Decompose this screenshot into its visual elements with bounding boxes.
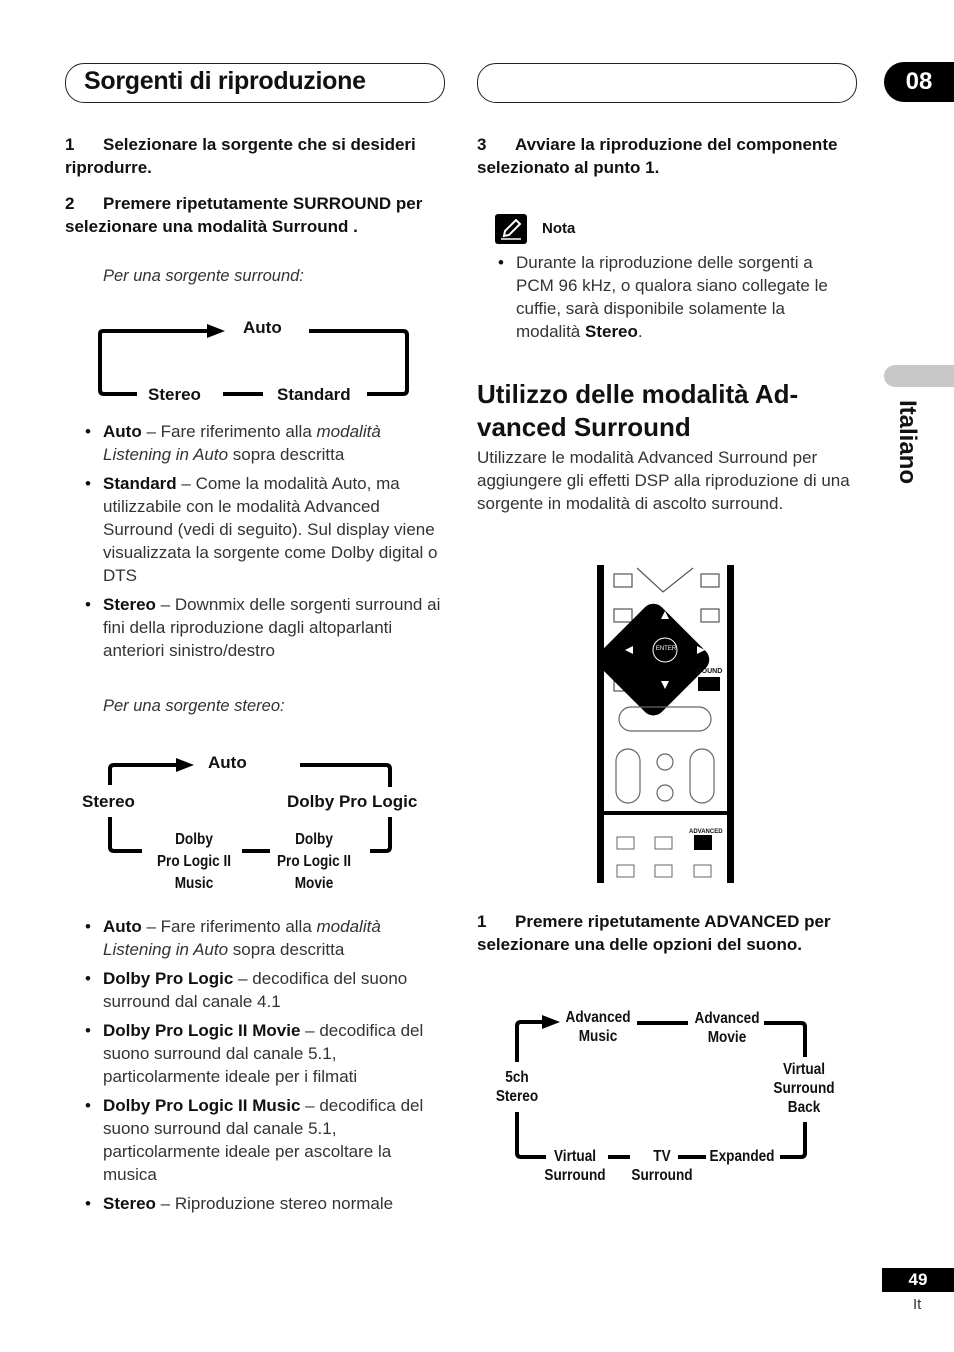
step-3 [477,133,857,179]
list-item [85,915,445,961]
diagram-label-standard: Standard [277,385,351,404]
step-text: Selezionare la sorgente che si desideri riprodurre. [65,135,416,177]
diagram-label-5ch-stereo: 5ch Stereo [495,1069,539,1105]
note-label: Nota [542,220,576,237]
remote-control-illustration [597,565,737,885]
step-2 [65,192,445,238]
section-title-box [65,63,445,103]
item-italic: modalità Listening in Auto [103,917,381,959]
section-heading: Utilizzo delle modalità Ad- vanced Surround [477,379,799,442]
item-text: – Fare riferimento alla [141,917,317,936]
diagram-label-dolby-pro-logic: Dolby Pro Logic [287,792,418,811]
note-tail: . [637,322,643,341]
item-text: – Fare riferimento alla [141,422,317,441]
stereo-mode-list [85,915,445,1221]
item-term: Dolby Pro Logic [103,969,234,988]
step-text: Avviare la riproduzione del componente selezionato al punto 1. [477,135,838,177]
note-bold: Stereo [584,322,638,341]
page-number: 49 [882,1268,954,1292]
item-tail: sopra descritta [228,445,345,464]
item-text: – Downmix delle sorgenti surround ai fini della riproduzione dagli altoparlanti anteriori sinistro/destro [103,595,441,660]
step-text: Premere ripetutamente ADVANCED per selezionare una delle opzioni del suono. [477,912,831,954]
language-tab-label: Italiano [894,400,921,485]
item-term: Dolby Pro Logic II Movie [103,1021,301,1040]
item-term: Dolby Pro Logic II Music [103,1096,301,1115]
remote-sound-label: SOUND [697,668,723,675]
remote-enter-label: ENTER [655,646,677,652]
item-text: – decodifica del suono surround dal canale 4.1 [103,969,408,1011]
page-language: It [913,1296,922,1313]
item-italic: modalità Listening in Auto [103,422,381,464]
language-tab-marker [884,365,954,387]
note-pencil-icon [495,214,527,244]
diagram-label-stereo: Stereo [148,385,201,404]
item-term: Auto [103,422,142,441]
section-title: Sorgenti di riproduzione [84,67,366,95]
list-item [85,967,445,1013]
item-term: Stereo [103,595,156,614]
step-number: 1 [477,912,487,931]
surround-caption: Per una sorgente surround: [103,267,304,285]
diagram-label-expanded: Expanded [709,1148,775,1165]
diagram-label-advanced-music: Advanced Music [565,1009,631,1045]
diagram-label-pl2-music: Dolby Pro Logic II Music [156,831,232,892]
diagram-label-stereo: Stereo [82,792,135,811]
diagram-label-advanced-movie: Advanced Movie [694,1010,760,1046]
step-number: 3 [477,135,487,154]
step-text: Premere ripetutamente SURROUND per selezionare una modalità Surround . [65,194,423,236]
item-tail: sopra descritta [228,940,345,959]
item-term: Stereo [103,1194,156,1213]
item-text: – Come la modalità Auto, ma utilizzabile con le modalità Advanced Surround (vedi di seguito). Sul display viene visualizzata la sorgente come Dolby digital o DTS [103,474,438,585]
diagram-label-tv-surround: TV Surround [631,1148,693,1184]
header-empty-box [477,63,857,103]
list-item [85,1094,445,1186]
list-item [85,420,445,466]
diagram-label-virtual-surround-back: Virtual Surround Back [773,1061,835,1116]
intro-paragraph: Utilizzare le modalità Advanced Surround per aggiungere gli effetti DSP alla riproduzione di una sorgente in modalità di ascolto surround. [477,448,850,513]
item-text: – decodifica del suono surround dal canale 5.1, particolarmente ideale per i filmati [103,1021,424,1086]
step-1-advanced [477,910,857,956]
item-term: Auto [103,917,142,936]
item-text: – Riproduzione stereo normale [155,1194,394,1213]
diagram-label-auto: Auto [243,318,282,337]
note-text: Durante la riproduzione delle sorgenti a PCM 96 kHz, o qualora siano collegate le cuffie, sarà disponibile solamente la modalità [516,253,828,341]
diagram-label-virtual-surround: Virtual Surround [544,1148,606,1184]
list-item [85,1019,445,1088]
list-item [85,472,445,587]
surround-mode-list [85,420,445,668]
stereo-caption: Per una sorgente stereo: [103,697,285,715]
step-number: 2 [65,194,75,213]
list-item [498,251,853,343]
diagram-label-auto: Auto [208,753,247,772]
list-item [85,1192,445,1215]
remote-advanced-label: ADVANCED [689,829,723,835]
item-term: Standard [103,474,177,493]
step-number: 1 [65,135,75,154]
diagram-label-pl2-movie: Dolby Pro Logic II Movie [276,831,352,892]
chapter-badge: 08 [884,62,954,102]
note-list [498,251,853,349]
list-item [85,593,445,662]
item-text: – decodifica del suono surround dal canale 5.1, particolarmente ideale per ascoltare la musica [103,1096,424,1184]
step-1 [65,133,445,179]
